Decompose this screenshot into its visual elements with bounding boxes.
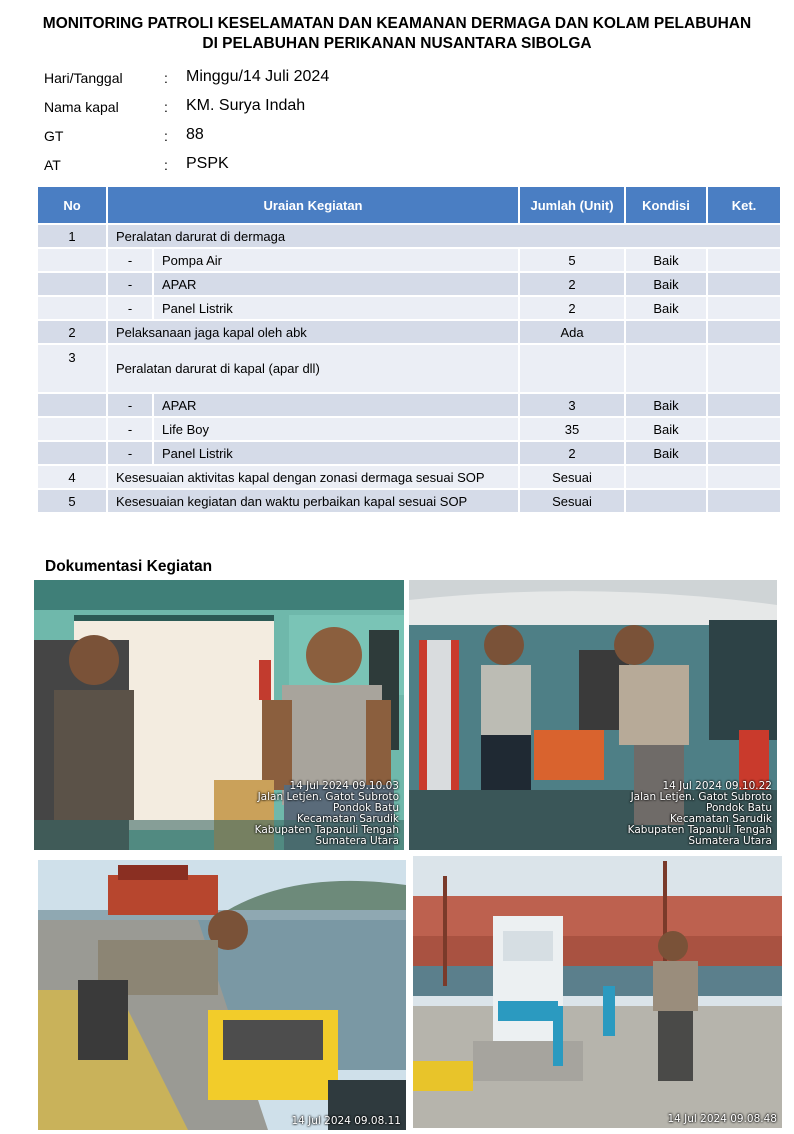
info-colon: : [164, 99, 168, 115]
cell-ket [707, 344, 781, 393]
table-row [37, 224, 781, 248]
cell-dash: - [107, 272, 153, 296]
cell-no [37, 441, 107, 465]
title-line-1: MONITORING PATROLI KESELAMATAN DAN KEAMANAN DERMAGA DAN KOLAM PELABUHAN [42, 15, 752, 32]
cell-ket [707, 489, 781, 513]
info-label: Hari/Tanggal [44, 70, 123, 86]
cell-item: Panel Listrik [153, 441, 519, 465]
stamp-line: Kecamatan Sarudik [297, 813, 399, 825]
stamp-line: Pondok Batu [333, 802, 399, 814]
cell-uraian: Kesesuaian aktivitas kapal dengan zonasi dermaga sesuai SOP [107, 465, 519, 489]
cell-kondisi: Baik [625, 417, 707, 441]
header-kondisi: Kondisi [625, 186, 707, 224]
stamp-line: Jalan Letjen. Gatot Subroto [257, 791, 399, 803]
cell-kondisi [625, 344, 707, 393]
cell-uraian: Kesesuaian kegiatan dan waktu perbaikan kapal sesuai SOP [107, 489, 519, 513]
cell-dash: - [107, 248, 153, 272]
stamp-line: 14 Jul 2024 09.10.22 [662, 780, 772, 792]
documentation-title: Dokumentasi Kegiatan [45, 558, 213, 575]
cell-jumlah: 2 [519, 272, 625, 296]
cell-kondisi [625, 489, 707, 513]
info-label: GT [44, 128, 64, 144]
cell-uraian: Pelaksanaan jaga kapal oleh abk [107, 320, 519, 344]
info-value: PSPK [186, 155, 229, 172]
cell-no [37, 272, 107, 296]
info-value: Minggu/14 Juli 2024 [186, 68, 330, 85]
photo-pier-inspection-image [38, 860, 406, 1130]
info-colon: : [164, 157, 168, 173]
cell-ket [707, 296, 781, 320]
cell-item: Pompa Air [153, 248, 519, 272]
cell-kondisi: Baik [625, 272, 707, 296]
cell-jumlah: Sesuai [519, 489, 625, 513]
table-row [37, 441, 781, 465]
stamp-line: 14 Jul 2024 09.10.03 [289, 780, 399, 792]
info-colon: : [164, 70, 168, 86]
header-no: No [37, 186, 107, 224]
cell-kondisi: Baik [625, 393, 707, 417]
info-value: KM. Surya Indah [186, 97, 306, 114]
table-row [37, 272, 781, 296]
table-row [37, 344, 781, 393]
photo-ship-cabin [34, 580, 404, 850]
cell-ket [707, 320, 781, 344]
header-jumlah: Jumlah (Unit) [519, 186, 625, 224]
photo-stamp [628, 781, 772, 847]
photo-power-pedestal-image [413, 856, 782, 1128]
cell-kondisi: Baik [625, 441, 707, 465]
info-value: 88 [186, 126, 204, 143]
cell-ket [707, 465, 781, 489]
stamp-line: Sumatera Utara [315, 835, 399, 847]
photo-stamp [667, 1114, 777, 1125]
cell-item: APAR [153, 393, 519, 417]
stamp-line: Kabupaten Tapanuli Tengah [254, 824, 399, 836]
cell-no: 1 [37, 224, 107, 248]
cell-jumlah [519, 344, 625, 393]
stamp-line: Kecamatan Sarudik [670, 813, 772, 825]
stamp-line: Jalan Letjen. Gatot Subroto [630, 791, 772, 803]
table-row [37, 417, 781, 441]
cell-dash: - [107, 393, 153, 417]
cell-dash: - [107, 441, 153, 465]
cell-jumlah: 35 [519, 417, 625, 441]
info-colon: : [164, 128, 168, 144]
stamp-line: Pondok Batu [706, 802, 772, 814]
stamp-line: Sumatera Utara [688, 835, 772, 847]
table-row [37, 465, 781, 489]
cell-jumlah: Sesuai [519, 465, 625, 489]
cell-jumlah: Ada [519, 320, 625, 344]
photo-power-pedestal [413, 856, 782, 1128]
cell-dash: - [107, 417, 153, 441]
cell-no: 5 [37, 489, 107, 513]
table-row [37, 489, 781, 513]
header-ket: Ket. [707, 186, 781, 224]
cell-ket [707, 272, 781, 296]
cell-jumlah: 2 [519, 441, 625, 465]
table-header-row [37, 186, 781, 224]
photo-pier-inspection [38, 860, 406, 1130]
cell-no [37, 417, 107, 441]
cell-no: 2 [37, 320, 107, 344]
cell-no: 4 [37, 465, 107, 489]
title-line-2: DI PELABUHAN PERIKANAN NUSANTARA SIBOLGA [202, 35, 592, 52]
cell-ket [707, 393, 781, 417]
photo-stamp [291, 1116, 401, 1127]
info-label: AT [44, 157, 61, 173]
stamp-line: Kabupaten Tapanuli Tengah [627, 824, 772, 836]
table-row [37, 248, 781, 272]
stamp-line: 14 Jul 2024 09.08.48 [667, 1113, 777, 1125]
cell-kondisi [625, 320, 707, 344]
cell-no [37, 393, 107, 417]
table-row [37, 296, 781, 320]
cell-no [37, 248, 107, 272]
activity-table [36, 185, 782, 514]
cell-jumlah: 3 [519, 393, 625, 417]
info-label: Nama kapal [44, 99, 119, 115]
cell-kondisi [625, 465, 707, 489]
cell-kondisi: Baik [625, 296, 707, 320]
cell-jumlah: 5 [519, 248, 625, 272]
cell-ket [707, 248, 781, 272]
photo-stamp [255, 781, 399, 847]
cell-dash: - [107, 296, 153, 320]
cell-uraian: Peralatan darurat di kapal (apar dll) [107, 344, 519, 393]
cell-ket [707, 417, 781, 441]
cell-no: 3 [37, 344, 107, 393]
table-row [37, 320, 781, 344]
document-title [0, 14, 794, 54]
photo-engine-room [409, 580, 777, 850]
cell-uraian: Peralatan darurat di dermaga [107, 224, 781, 248]
cell-kondisi: Baik [625, 248, 707, 272]
cell-item: Panel Listrik [153, 296, 519, 320]
cell-jumlah: 2 [519, 296, 625, 320]
cell-no [37, 296, 107, 320]
cell-item: Life Boy [153, 417, 519, 441]
header-uraian: Uraian Kegiatan [107, 186, 519, 224]
table-row [37, 393, 781, 417]
stamp-line: 14 Jul 2024 09.08.11 [291, 1115, 401, 1127]
cell-item: APAR [153, 272, 519, 296]
cell-ket [707, 441, 781, 465]
